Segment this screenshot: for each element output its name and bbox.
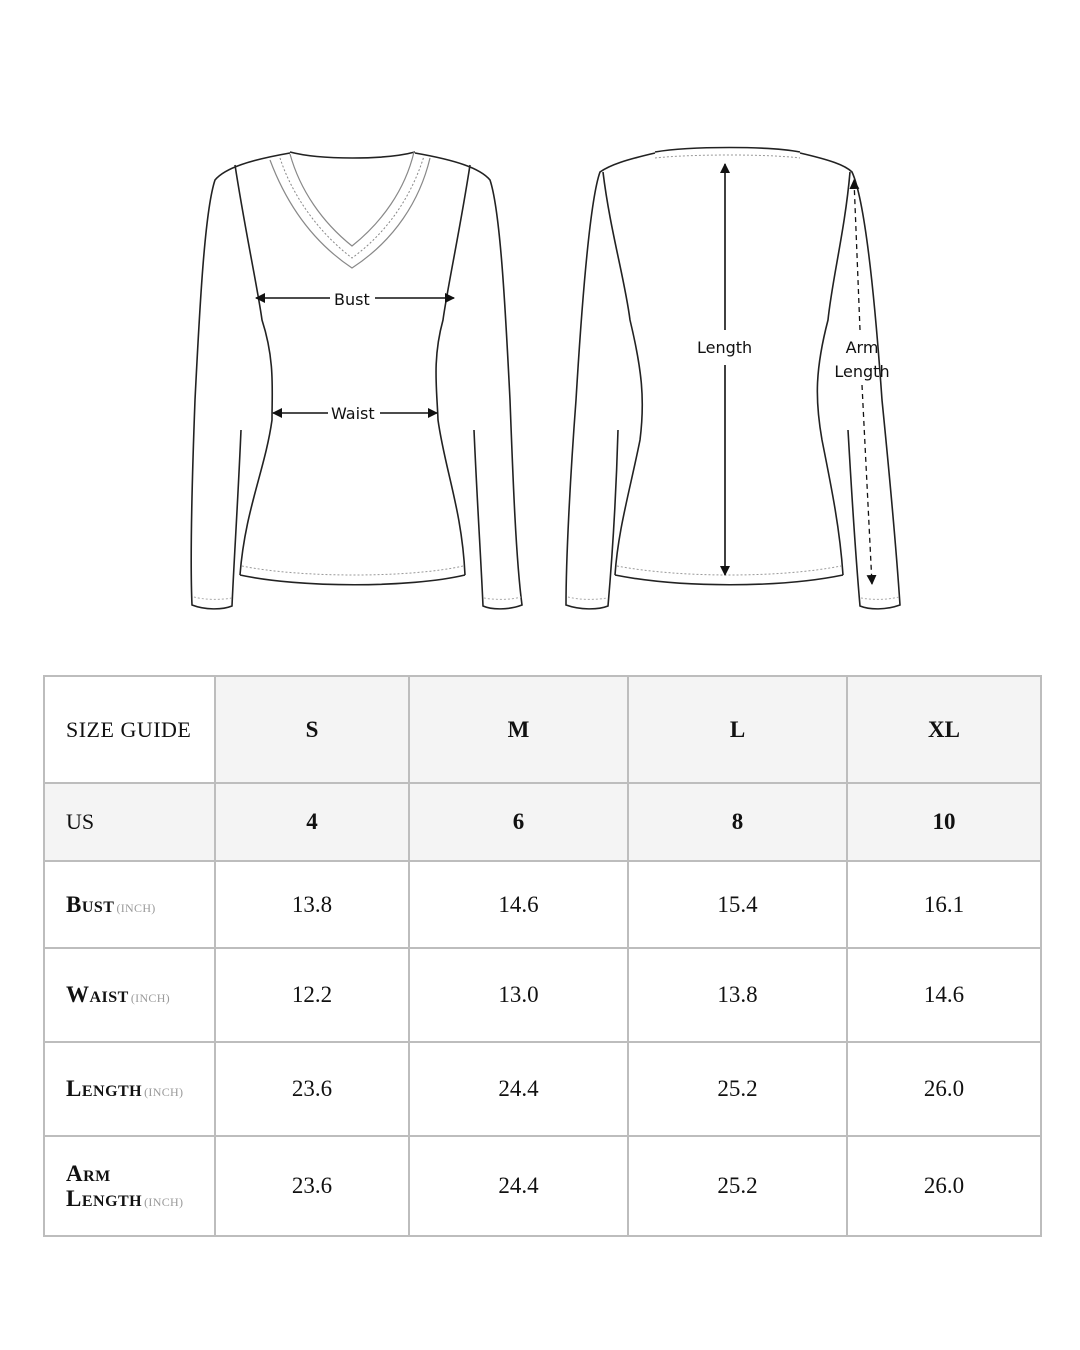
measure-name: Waist [66,982,129,1007]
bust-label: Bust [331,291,373,309]
unit-label: (INCH) [144,1085,184,1099]
bust-row-label [44,861,215,948]
garment-illustration [0,0,1080,640]
size-header-cell: S [215,676,409,783]
arm-length-arrow-down [862,385,872,584]
arm-length-row-label [44,1136,215,1236]
us-row-label: US [44,783,215,861]
us-size-cell: 6 [409,783,628,861]
length-label: Length [694,339,755,357]
arm-length-row [44,1136,1041,1236]
table-cell: 24.4 [409,1136,628,1236]
table-cell: 25.2 [628,1136,847,1236]
bust-row [44,861,1041,948]
table-cell: 13.0 [409,948,628,1042]
table-cell: 24.4 [409,1042,628,1136]
unit-label: (INCH) [144,1194,184,1209]
us-size-row [44,783,1041,861]
us-size-cell: 4 [215,783,409,861]
arm-length-label [832,336,892,384]
front-shirt-outline [191,152,522,609]
waist-row-label [44,948,215,1042]
length-row-label [44,1042,215,1136]
table-cell: 13.8 [628,948,847,1042]
waist-row [44,948,1041,1042]
size-guide-corner-label: SIZE GUIDE [44,676,215,783]
arm-length-label-line1: Arm [845,338,879,357]
table-cell: 26.0 [847,1136,1041,1236]
table-cell: 16.1 [847,861,1041,948]
measure-name-line2: Length [66,1185,143,1211]
size-header-row [44,676,1041,783]
measure-name-line1: Arm [66,1160,111,1186]
table-cell: 12.2 [215,948,409,1042]
size-header-cell: XL [847,676,1041,783]
arm-length-arrow-up [854,180,860,330]
table-cell: 14.6 [409,861,628,948]
table-cell: 13.8 [215,861,409,948]
length-row [44,1042,1041,1136]
size-header-cell: L [628,676,847,783]
unit-label: (INCH) [130,991,170,1005]
table-cell: 25.2 [628,1042,847,1136]
table-cell: 15.4 [628,861,847,948]
size-header-cell: M [409,676,628,783]
table-cell: 23.6 [215,1042,409,1136]
measure-name: Length [66,1076,143,1101]
garment-drawings [0,0,1080,640]
table-cell: 26.0 [847,1042,1041,1136]
size-guide-table [43,675,1042,1237]
unit-label: (INCH) [116,900,156,915]
table-cell: 14.6 [847,948,1041,1042]
table-cell: 23.6 [215,1136,409,1236]
us-size-cell: 8 [628,783,847,861]
measure-name: Bust [66,891,115,917]
us-size-cell: 10 [847,783,1041,861]
waist-label: Waist [328,405,378,423]
arm-length-label-line2: Length [834,362,890,381]
